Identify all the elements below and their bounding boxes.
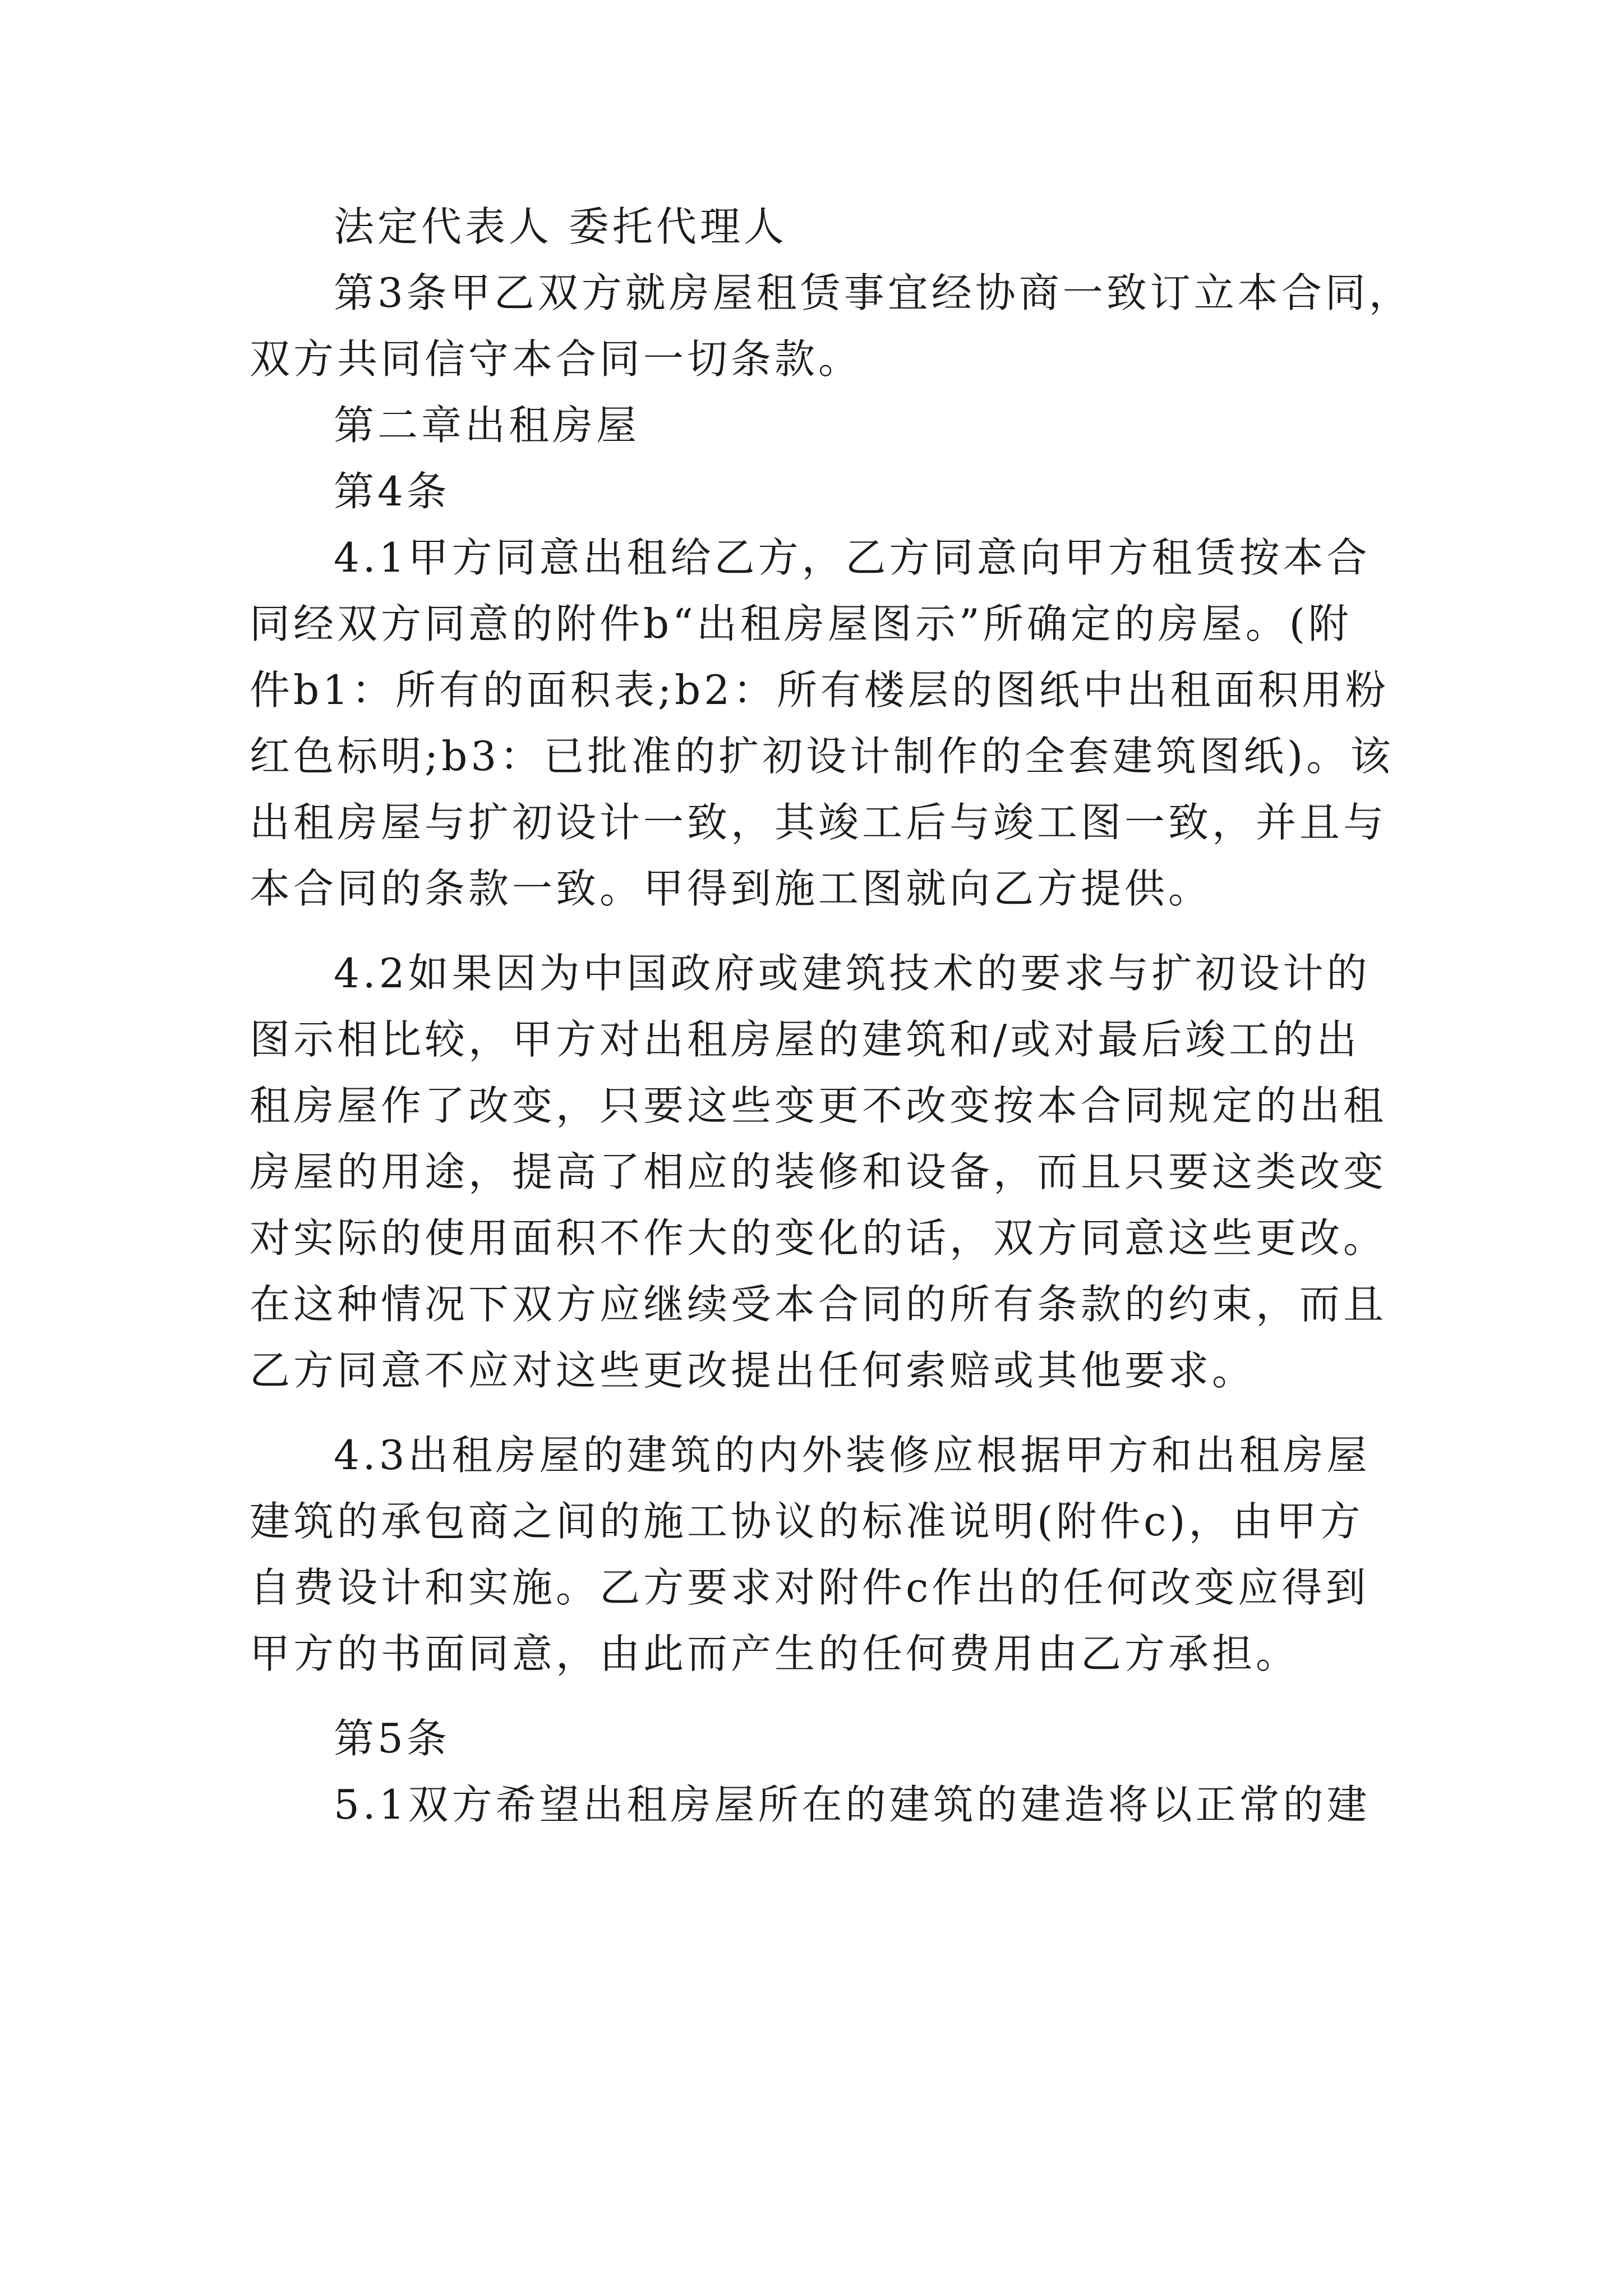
paragraph-line: 双方共同信守本合同一切条款。 xyxy=(250,335,863,383)
chapter-heading: 第二章出租房屋 xyxy=(334,402,640,449)
paragraph-line: 自费设计和实施。乙方要求对附件c作出的任何改变应得到 xyxy=(250,1564,1370,1611)
paragraph-line: 出租房屋与扩初设计一致，其竣工后与竣工图一致，并且与 xyxy=(250,799,1387,846)
paragraph-line: 对实际的使用面积不作大的变化的话，双方同意这些更改。 xyxy=(250,1214,1387,1262)
paragraph-line: 红色标明;b3：已批准的扩初设计制作的全套建筑图纸)。该 xyxy=(250,733,1394,780)
paragraph-line: 建筑的承包商之间的施工协议的标准说明(附件c)，由甲方 xyxy=(250,1498,1364,1545)
paragraph-line: 同经双方同意的附件b“出租房屋图示”所确定的房屋。(附 xyxy=(250,600,1352,647)
paragraph-line: 4.2如果因为中国政府或建筑技术的要求与扩初设计的 xyxy=(334,950,1371,997)
representative-line: 法定代表人 委托代理人 xyxy=(334,203,787,250)
paragraph-line: 4.3出租房屋的建筑的内外装修应根据甲方和出租房屋 xyxy=(334,1432,1371,1479)
paragraph-line: 5.1双方希望出租房屋所在的建筑的建造将以正常的建 xyxy=(334,1781,1371,1828)
document-body xyxy=(250,194,1413,1838)
article-heading: 第5条 xyxy=(334,1715,450,1762)
paragraph-line: 房屋的用途，提高了相应的装修和设备，而且只要这类改变 xyxy=(250,1148,1387,1195)
paragraph-line: 第3条甲乙双方就房屋租赁事宜经协商一致订立本合同， xyxy=(334,269,1413,316)
paragraph-line: 甲方的书面同意，由此而产生的任何费用由乙方承担。 xyxy=(250,1630,1300,1677)
paragraph-line: 乙方同意不应对这些更改提出任何索赔或其他要求。 xyxy=(250,1347,1256,1394)
paragraph-line: 图示相比较，甲方对出租房屋的建筑和/或对最后竣工的出 xyxy=(250,1016,1361,1063)
paragraph-line: 4.1甲方同意出租给乙方，乙方同意向甲方租赁按本合 xyxy=(334,534,1371,581)
paragraph-line: 件b1：所有的面积表;b2：所有楼层的图纸中出租面积用粉 xyxy=(250,666,1390,714)
paragraph-line: 租房屋作了改变，只要这些变更不改变按本合同规定的出租 xyxy=(250,1082,1387,1129)
paragraph-line: 本合同的条款一致。甲得到施工图就向乙方提供。 xyxy=(250,865,1212,912)
article-heading: 第4条 xyxy=(334,468,450,515)
paragraph-line: 在这种情况下双方应继续受本合同的所有条款的约束，而且 xyxy=(250,1281,1387,1328)
